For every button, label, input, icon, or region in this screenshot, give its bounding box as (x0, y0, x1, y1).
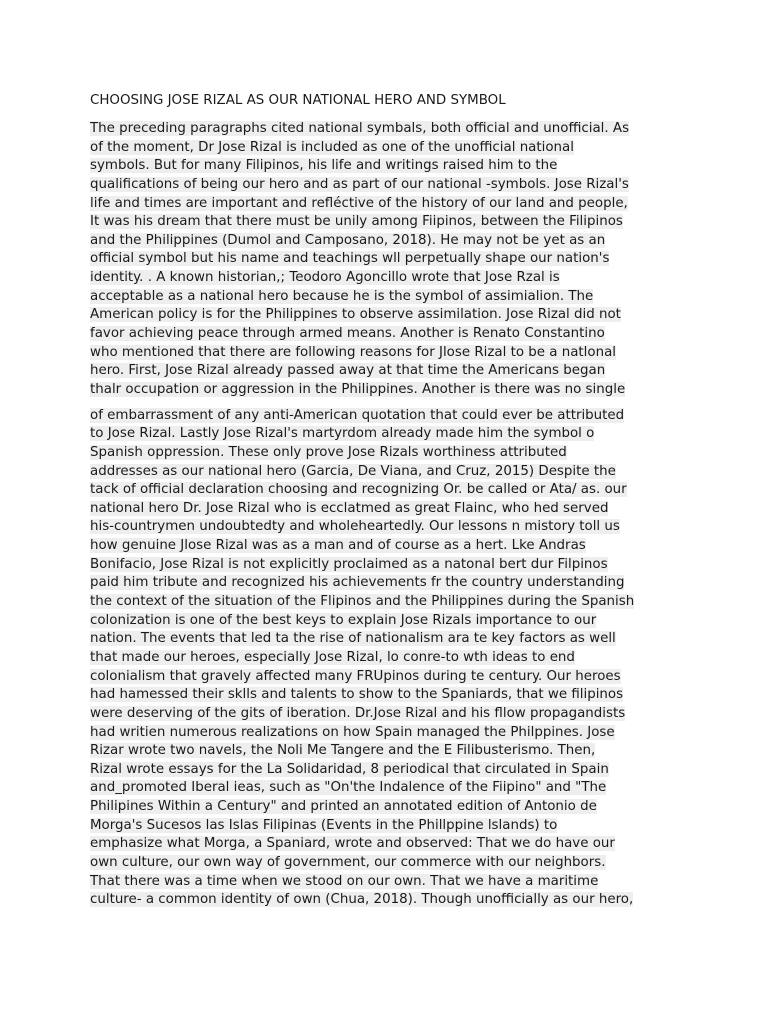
text-line: colonization is one of the best keys to explain Jose Rizals importance to our (90, 612, 597, 628)
text-line: tack of official declaration choosing and recognizing Or. be called or Ata/ as. our (90, 482, 627, 498)
text-line: were deserving of the gits of iberation. Dr.Jose Rizal and his fllow propagandists (90, 705, 626, 721)
text-line: official symbol but his name and teachings wll perpetually shape our nation's (90, 251, 610, 267)
text-line: and_promoted Iberal ieas, such as "On'the Indalence of the Fiipino" and "The (90, 780, 607, 796)
text-line: his-countrymen undoubtedty and wholeheartedly. Our lessons n mistory toll us (90, 519, 620, 535)
text-line: of embarrassment of any anti-American quotation that could ever be attributed (90, 407, 625, 423)
text-line: Rizar wrote two navels, the Noli Me Tangere and the E Filibusterismo. Then, (90, 743, 596, 759)
text-line: It was his dream that there must be unily among Fiipinos, between the Filipinos (90, 214, 623, 230)
text-line: had writien numerous realizations on how Spain managed the Philppines. Jose (90, 724, 615, 740)
text-line: identity. . A known historian,; Teodoro Agoncillo wrote that Jose Rzal is (90, 270, 560, 286)
document-page (90, 92, 682, 910)
text-line: of the moment, Dr Jose Rizal is included as one of the unofficial national (90, 139, 574, 155)
text-line: and the Philippines (Dumol and Camposano, 2018). He may not be yet as an (90, 232, 606, 248)
text-line: colonialism that gravely affected many FRUpinos during te century. Our heroes (90, 668, 621, 684)
text-line: that made our heroes, especially Jose Rizal, lo conre-to wth ideas to end (90, 649, 575, 665)
text-line: symbols. But for many Filipinos, his life and writings raised him to the (90, 158, 558, 174)
paragraph-separator (90, 400, 682, 407)
text-line: Morga's Sucesos las Islas Filipinas (Events in the Phillppine lslands) to (90, 817, 558, 833)
paragraph-2 (90, 407, 682, 910)
text-line: favor achieving peace through armed means. Another is Renato Constantino (90, 326, 605, 342)
text-line: Rizal wrote essays for the La Solidaridad, 8 periodical that circulated in Spain (90, 761, 609, 777)
text-line: who mentioned that there are following reasons for Jlose Rizal to be a natlonal (90, 344, 617, 360)
text-line: culture- a common identity of own (Chua, 2018). Though unofficially as our hero, (90, 892, 634, 908)
text-line: the context of the situation of the Flipinos and the Philippines during the Spanish (90, 594, 635, 610)
text-line: American policy is for the Philippines to observe assimilation. Jose Rizal did not (90, 307, 621, 323)
text-line: That there was a time when we stood on our own. That we have a maritime (90, 873, 599, 889)
text-line: Bonifacio, Jose Rizal is not explicitly proclaimed as a natonal bert dur Filpinos (90, 556, 608, 572)
text-line: nation. The events that led ta the rise of nationalism ara te key factors as well (90, 631, 616, 647)
text-line: The preceding paragraphs cited national symbals, both official and unofficial. As (90, 121, 630, 136)
paragraph-1 (90, 120, 682, 400)
text-line: qualifications of being our hero and as part of our national -symbols. Jose Rizal's (90, 176, 629, 192)
text-line: to Jose Rizal. Lastly Jose Rizal's martyrdom already made him the symbol o (90, 426, 595, 442)
text-line: had hamessed their sklls and talents to show to the Spaniards, that we filipinos (90, 687, 624, 703)
text-line: how genuine Jlose Rizal was as a man and of course as a hert. Lke Andras (90, 538, 586, 554)
text-line: national hero Dr. Jose Rizal who is ecclatmed as great Flainc, who hed served (90, 500, 609, 516)
text-line: acceptable as a national hero because he is the symbol of assimialion. The (90, 288, 594, 304)
text-line: addresses as our national hero (Garcia, De Viana, and Cruz, 2015) Despite the (90, 463, 616, 479)
text-line: Philipines Within a Century" and printed an annotated edition of Antonio de (90, 799, 597, 815)
text-line: Spanish oppression. These only prove Jose Rizals worthiness attributed (90, 444, 567, 460)
text-line: paid him tribute and recognized his achievements fr the country understanding (90, 575, 625, 591)
document-title: CHOOSING JOSE RIZAL AS OUR NATIONAL HERO AND SYMBOL (90, 93, 506, 108)
text-line: life and times are important and refléctive of the history of our land and people, (90, 195, 628, 211)
text-line: hero. First, Jose Rizal already passed away at that time the Americans began (90, 363, 606, 379)
text-line: own culture, our own way of government, our commerce with our neighbors. (90, 854, 606, 870)
text-line: thalr occupation or aggression in the Philippines. Another is there was no single (90, 381, 626, 397)
text-line: emphasize what Morga, a Spaniard, wrote and observed: That we do have our (90, 836, 615, 852)
